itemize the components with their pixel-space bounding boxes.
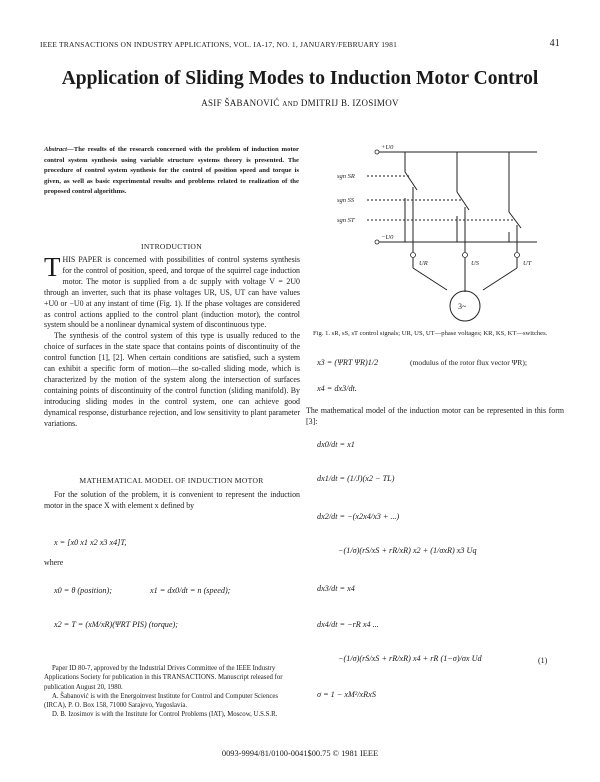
footnote [44, 664, 300, 720]
eq-dx4: dx4/dt = −rR x4 ... [317, 620, 379, 629]
section-heading-model: MATHEMATICAL MODEL OF INDUCTION MOTOR [79, 476, 264, 485]
intro-body [44, 252, 300, 430]
phase-label-t: UT [523, 260, 532, 267]
model-body [44, 490, 300, 512]
eq-x4: x4 = dx3/dt. [317, 384, 357, 393]
eq-dx2: dx2/dt = −(x2x4/x3 + ...) [317, 512, 400, 521]
ctrl-label-s: sgn SS [337, 197, 355, 204]
inverter-circuit-figure [315, 140, 565, 328]
minus-u0-label: −U0 [381, 234, 394, 241]
eq-x3-desc: (modulus of the rotor flux vector ΨR); [410, 358, 527, 367]
page-number: 41 [549, 38, 560, 49]
author-and: AND [282, 100, 299, 108]
paper-title: Application of Sliding Modes to Induction Motor Control [61, 68, 539, 89]
eq-dx4-cont: −(1/σ)(rS/xS + rR/xR) x4 + rR (1−σ)/σx Ud [338, 654, 482, 663]
copyright-line: 0093-9994/81/0100-0041$00.75 © 1981 IEEE [221, 749, 379, 758]
eq-dx0: dx0/dt = x1 [317, 440, 355, 449]
section-heading-introduction: INTRODUCTION [141, 242, 202, 251]
eq-dx2-cont: −(1/σ)(rS/xS + rR/xR) x2 + (1/σxR) x3 Uq [338, 546, 477, 555]
footnote-2: A. Šabanović is with the Energoinvest Institute for Control and Computer Sciences (IRCA), P. O. Box 158, 71000 Sarajevo, Yugoslavia. [44, 692, 279, 710]
eq-x1: x1 = dx0/dt = n (speed); [150, 586, 231, 595]
eq-x2: x2 = T = (xM/xR)(ΨRT PIS) (torque); [54, 620, 178, 629]
drop-cap: T [44, 252, 61, 282]
eq-sigma: σ = 1 − xM²/xRxS [317, 690, 376, 699]
authors [0, 98, 600, 108]
motor-label: 3~ [458, 302, 467, 311]
phase-label-r: UR [419, 260, 428, 267]
author-1: ASIF ŠABANOVIĆ [201, 98, 280, 108]
phase-label-s: US [471, 260, 479, 267]
model-paragraph-1: For the solution of the problem, it is convenient to represent the induction motor in the space X with element x defined by [44, 490, 300, 510]
ctrl-label-r: sgn SR [337, 173, 355, 180]
equation-number: (1) [538, 656, 548, 665]
state-vector-eq: x = [x0 x1 x2 x3 x4]T, [54, 538, 127, 547]
model-intro-text: The mathematical model of the induction motor can be represented in this form [3]: [306, 406, 564, 426]
intro-paragraph-2: The synthesis of the control system of this type is usually reduced to the choice of surfaces in the state space that contains points of discontinuity of the control function [1], [2]. When certain conditions are satisfied, such a system can exhibit a specific form of motion—the so-called sliding mode, which is characterized by the motion of the system along the intersection of surfaces containing points of discontinuity of the control function (sliding manifold). By introducing sliding modes in the control system, one can achieve good dynamical response, disturbance rejection, and low sensitivity to plant parameter variations. [44, 331, 300, 428]
plus-u0-label: +U0 [381, 144, 394, 151]
abstract-text: —The results of the research concerned with the problem of induction motor control system synthesis using variable structure systems theory is presented. The procedure of control system synthesis for the control of position speed and torque is given, as well as basic experimental results and problems related to realization of the proposed control algorithms. [44, 146, 299, 196]
journal-line: IEEE TRANSACTIONS ON INDUSTRY APPLICATIONS, VOL. IA-17, NO. 1, JANUARY/FEBRUARY 1981 [40, 40, 398, 49]
eq-x3: x3 = (ΨRT ΨR)1/2 [317, 358, 379, 367]
running-header [40, 40, 560, 49]
figure-caption: Fig. 1. sR, sS, sT control signals; UR, US, UT—phase voltages; KR, KS, KT—switches. [313, 330, 548, 337]
intro-paragraph-1: HIS PAPER is concerned with possibilities of control systems synthesis for the control of position, speed, and torque of the squirrel cage induction motor. The motor is supplied from a dc supply with voltage V = 2U0 through an inverter, such that its phase voltages UR, US, UT can have values +U0 or −U0 at any instant of time (Fig. 1). If the phase voltages are considered as control actions applied to the control plant (induction motor), the control system should be a nonlinear dynamical system of discontinuous type. [44, 255, 300, 330]
abstract-label: Abstract [44, 146, 68, 153]
footnote-3: D. B. Izosimov is with the Institute for Control Problems (IAT), Moscow, U.S.S.R. [52, 711, 278, 719]
abstract [44, 145, 299, 198]
footnote-1: Paper ID 80-7, approved by the Industrial Drives Committee of the IEEE Industry Applications Society for publication in this TRANSACTIONS. Manuscript released for publication August 20, 1980. [44, 665, 283, 691]
eq-x0: x0 = θ (position); [54, 586, 112, 595]
ctrl-label-t: sgn ST [337, 217, 355, 224]
where-text: where [44, 558, 64, 567]
author-2: DMITRIJ B. IZOSIMOV [300, 98, 399, 108]
eq-dx1: dx1/dt = (1/J)(x2 − TL) [317, 474, 395, 483]
eq-dx3: dx3/dt = x4 [317, 584, 355, 593]
